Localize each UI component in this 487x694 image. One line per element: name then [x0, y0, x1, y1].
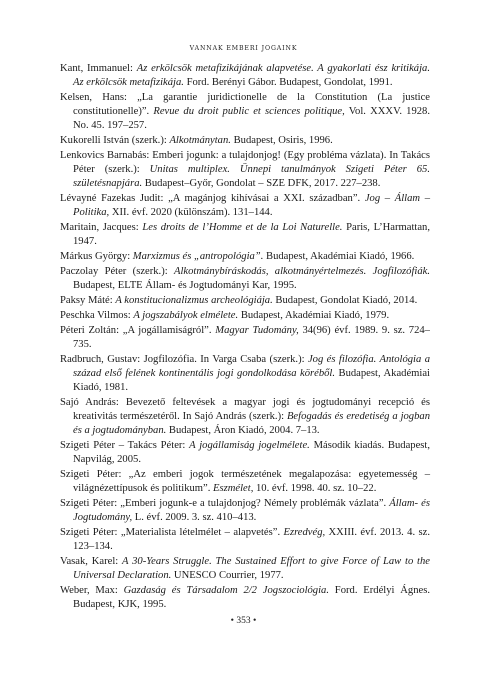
reference-text: Budapest, Akadémiai Kiadó, 1966.: [263, 250, 415, 262]
page-number: • 353 •: [230, 616, 257, 626]
reference-text: Kukorelli István (szerk.):: [60, 134, 170, 146]
reference-text: Vasak, Karel:: [60, 555, 123, 567]
reference-title: Ezredvég,: [283, 526, 326, 538]
reference-entry: [60, 134, 430, 148]
reference-text: Budapest, Gondolat Kiadó, 2014.: [272, 294, 418, 306]
reference-entry: [60, 221, 430, 249]
reference-title: Befogadás és eredetiség a jogban és a jogtudományban.: [73, 410, 430, 436]
reference-text: Lenkovics Barnabás: Emberi jogunk: a tulajdonjog! (Egy probléma vázlata). In Takács Péter (szerk.):: [60, 149, 430, 175]
reference-title: Eszmélet,: [213, 482, 254, 494]
reference-entry: [60, 324, 430, 352]
reference-entry: [60, 468, 430, 496]
reference-title: Az erkölcsök metafizikájának alapvetése. A gyakorlati ész kritikája. Az erkölcsök metafizikája.: [73, 63, 430, 88]
reference-text: Péteri Zoltán: „A jogállamiságról”.: [60, 325, 216, 337]
reference-text: Budapest–Győr, Gondolat – SZE DFK, 2017. 227–238.: [142, 177, 381, 189]
reference-entry: [60, 250, 430, 264]
reference-title: Marxizmus és „antropológia”.: [132, 250, 264, 262]
reference-title: Unitas multiplex. Ünnepi tanulmányok Szigeti Péter 65. születésnapjára.: [73, 163, 430, 189]
reference-text: Paris, L’Harmattan, 1947.: [73, 221, 431, 247]
reference-entry: [60, 192, 430, 220]
reference-title: Jog és filozófia. Antológia a század első felének kontinentális jogi gondolkodása köréből.: [73, 354, 430, 380]
reference-text: Paksy Máté:: [60, 294, 116, 306]
reference-entry: [60, 555, 430, 583]
reference-text: Peschka Vilmos:: [60, 310, 134, 322]
reference-text: XII. évf. 2020 (különszám). 131–144.: [109, 206, 273, 218]
reference-entry: [60, 353, 430, 394]
running-head: VANNAK EMBERI JOGAINK: [189, 45, 298, 52]
reference-title: Alkotmánybíráskodás, alkotmányértelmezés. Jogfilozófiák.: [174, 265, 430, 277]
reference-text: Budapest, Akadémiai Kiadó, 1981.: [73, 368, 430, 393]
reference-text: Második kiadás. Budapest, Napvilág, 2005.: [73, 439, 430, 465]
reference-text: XXIII. évf. 2013. 4. sz. 123–134.: [73, 526, 430, 552]
reference-text: L. évf. 2009. 3. sz. 410–413.: [132, 511, 257, 523]
reference-title: Jog – Állam – Politika,: [73, 192, 431, 218]
reference-title: Gazdaság és Társadalom 2/2 Jogszociológia.: [123, 584, 329, 596]
reference-title: Magyar Tudomány,: [215, 325, 299, 337]
reference-text: Lévayné Fazekas Judit: „A magánjog kihívásai a XXI. században”.: [60, 192, 365, 204]
reference-title: A konstitucionalizmus archeológiája.: [115, 294, 273, 306]
reference-text: Budapest, Osiris, 1996.: [230, 134, 333, 146]
reference-text: Budapest, Akadémiai Kiadó, 1979.: [238, 310, 390, 322]
reference-text: Szigeti Péter: „Emberi jogunk-e a tulajdonjog? Némely problémák vázlata”.: [60, 497, 390, 509]
reference-entry: [60, 396, 430, 437]
reference-text: Maritain, Jacques:: [60, 221, 143, 233]
reference-text: Radbruch, Gustav: Jogfilozófia. In Varga Csaba (szerk.):: [60, 354, 308, 366]
reference-text: Szigeti Péter: „Az emberi jogok természetének megalapozása: egyetemesség – világnézettípusok és politikum”.: [60, 468, 430, 494]
reference-title: A jogállamiság jogelmélete.: [189, 439, 310, 451]
reference-entry: [60, 62, 430, 90]
reference-text: Weber, Max:: [60, 584, 124, 596]
reference-text: Ford. Erdélyi Ágnes. Budapest, KJK, 1995.: [73, 584, 430, 610]
reference-entry: [60, 439, 430, 467]
reference-text: Ford. Berényi Gábor. Budapest, Gondolat, 1991.: [183, 76, 393, 88]
reference-entry: [60, 265, 430, 293]
reference-text: Kelsen, Hans: „La garantie juridictionelle de la Constitution (La justice constitutionelle)”.: [60, 91, 430, 117]
reference-title: A jogszabályok elmélete.: [133, 310, 239, 322]
reference-entry: [60, 309, 430, 323]
reference-text: UNESCO Courrier, 1977.: [171, 569, 284, 581]
reference-title: Állam- és Jogtudomány,: [73, 497, 430, 523]
reference-title: Les droits de l’Homme et de la Loi Naturelle.: [142, 221, 343, 233]
reference-text: Budapest, ELTE Állam- és Jogtudományi Kar, 1995.: [73, 279, 297, 291]
reference-entry: [60, 584, 430, 612]
reference-text: 10. évf. 1998. 40. sz. 10–22.: [253, 482, 377, 494]
reference-text: Márkus György:: [60, 250, 133, 262]
reference-entry: [60, 497, 430, 525]
reference-text: 34(96) évf. 1989. 9. sz. 724–735.: [73, 325, 430, 351]
reference-list: [60, 62, 430, 613]
reference-entry: [60, 294, 430, 308]
reference-text: Kant, Immanuel:: [60, 63, 137, 74]
reference-text: Vol. XXXV. 1928. No. 45. 197–257.: [73, 105, 430, 131]
reference-title: A 30-Years Struggle. The Sustained Effort to give Force of Law to the Universal Declaration.: [73, 555, 430, 581]
reference-text: Budapest, Áron Kiadó, 2004. 7–13.: [166, 424, 320, 436]
reference-entry: [60, 91, 430, 132]
reference-entry: [60, 149, 430, 190]
reference-text: Paczolay Péter (szerk.):: [60, 265, 175, 277]
reference-text: Sajó András: Bevezető feltevések a magyar jogi és jogtudományi recepció és kreativitás természetéről. In Sajó András (szerk.):: [60, 397, 430, 422]
reference-entry: [60, 526, 430, 554]
reference-title: Alkotmánytan.: [169, 134, 231, 146]
reference-title: Revue du droit public et sciences politique,: [153, 105, 345, 117]
reference-text: Szigeti Péter: „Materialista lételmélet – alapvetés”.: [60, 526, 284, 538]
reference-text: Szigeti Péter – Takács Péter:: [60, 439, 190, 451]
